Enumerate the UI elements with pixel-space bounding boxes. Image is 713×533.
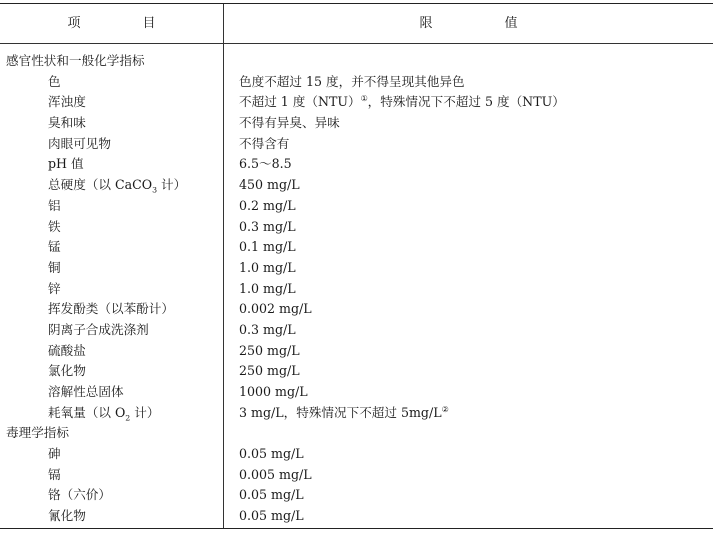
row-value: 250 mg/L: [239, 363, 300, 379]
row-item: 浑浊度: [48, 94, 86, 110]
footnote-mark: ②: [441, 404, 449, 414]
row-value: 0.3 mg/L: [239, 321, 296, 337]
row-item: 铬（六价）: [48, 487, 111, 503]
row-value: 不得含有: [239, 135, 290, 151]
row-value: 450 mg/L: [239, 177, 300, 193]
table-bottom-rule: [0, 528, 713, 529]
table-row: [0, 134, 713, 155]
row-value: 0.05 mg/L: [239, 487, 304, 503]
row-value: 色度不超过 15 度，并不得呈现其他异色: [239, 73, 465, 89]
row-item: 挥发酚类（以苯酚计）: [48, 301, 174, 317]
row-value: 0.005 mg/L: [239, 466, 312, 482]
row-value: 1000 mg/L: [239, 384, 308, 399]
row-value: 6.5～8.5: [239, 156, 292, 172]
row-item: 铁: [48, 218, 61, 234]
row-value: 3 mg/L，特殊情况下不超过 5mg/L②: [239, 404, 449, 420]
row-value: 不得有异臭、异味: [239, 115, 340, 131]
table-body: [0, 51, 713, 527]
table-row: [0, 51, 713, 72]
header-item: 项 目: [67, 16, 156, 31]
row-item: 溶解性总固体: [48, 384, 124, 399]
table-row: [0, 485, 713, 506]
row-value: 0.002 mg/L: [239, 301, 312, 317]
row-item: 阴离子合成洗涤剂: [48, 321, 149, 337]
row-item: 肉眼可见物: [48, 135, 111, 151]
table-row: [0, 341, 713, 362]
row-item: pH 值: [48, 156, 84, 172]
row-value: 不超过 1 度（NTU）①，特殊情况下不超过 5 度（NTU）: [239, 94, 565, 110]
header-rule: [0, 43, 713, 44]
row-item: 色: [48, 73, 61, 89]
row-item: 锌: [48, 280, 61, 296]
table-row: [0, 113, 713, 134]
table-row: [0, 423, 713, 444]
table-row: [0, 320, 713, 341]
row-item: 总硬度（以 CaCO$_3$ 计）: [48, 177, 187, 195]
row-item: 臭和味: [48, 115, 86, 131]
row-item: 镉: [48, 466, 61, 482]
footnote-mark: ①: [360, 94, 368, 104]
table-row: [0, 237, 713, 258]
row-item: 铝: [48, 197, 61, 213]
header-value: 限 值: [419, 16, 518, 31]
row-item: 砷: [48, 446, 61, 462]
table-row: [0, 506, 713, 527]
row-item: 毒理学指标: [6, 425, 69, 441]
row-item: 锰: [48, 239, 61, 255]
table-row: [0, 217, 713, 238]
row-item: 氰化物: [48, 508, 86, 524]
row-value: 0.05 mg/L: [239, 508, 304, 524]
table-row: [0, 258, 713, 279]
table-row: [0, 196, 713, 217]
table-row: [0, 444, 713, 465]
table-row: [0, 361, 713, 382]
table-row: [0, 175, 713, 196]
row-value: 250 mg/L: [239, 342, 300, 358]
table-row: [0, 382, 713, 403]
table-row: [0, 279, 713, 300]
row-item: 铜: [48, 259, 61, 275]
table-row: [0, 465, 713, 486]
row-value: 1.0 mg/L: [239, 259, 296, 275]
row-item: 感官性状和一般化学指标: [6, 53, 145, 68]
table-row: [0, 154, 713, 175]
row-item: 耗氧量（以 $O_2$ 计）: [48, 404, 160, 423]
row-value: 1.0 mg/L: [239, 280, 296, 296]
row-item: 硫酸盐: [48, 342, 86, 358]
table-row: [0, 299, 713, 320]
table-row: [0, 403, 713, 424]
table-row: [0, 72, 713, 93]
row-value: 0.3 mg/L: [239, 218, 296, 234]
row-value: 0.1 mg/L: [239, 239, 296, 255]
row-value: 0.2 mg/L: [239, 197, 296, 213]
table-row: [0, 92, 713, 113]
row-item: 氯化物: [48, 363, 86, 379]
row-value: 0.05 mg/L: [239, 446, 304, 462]
